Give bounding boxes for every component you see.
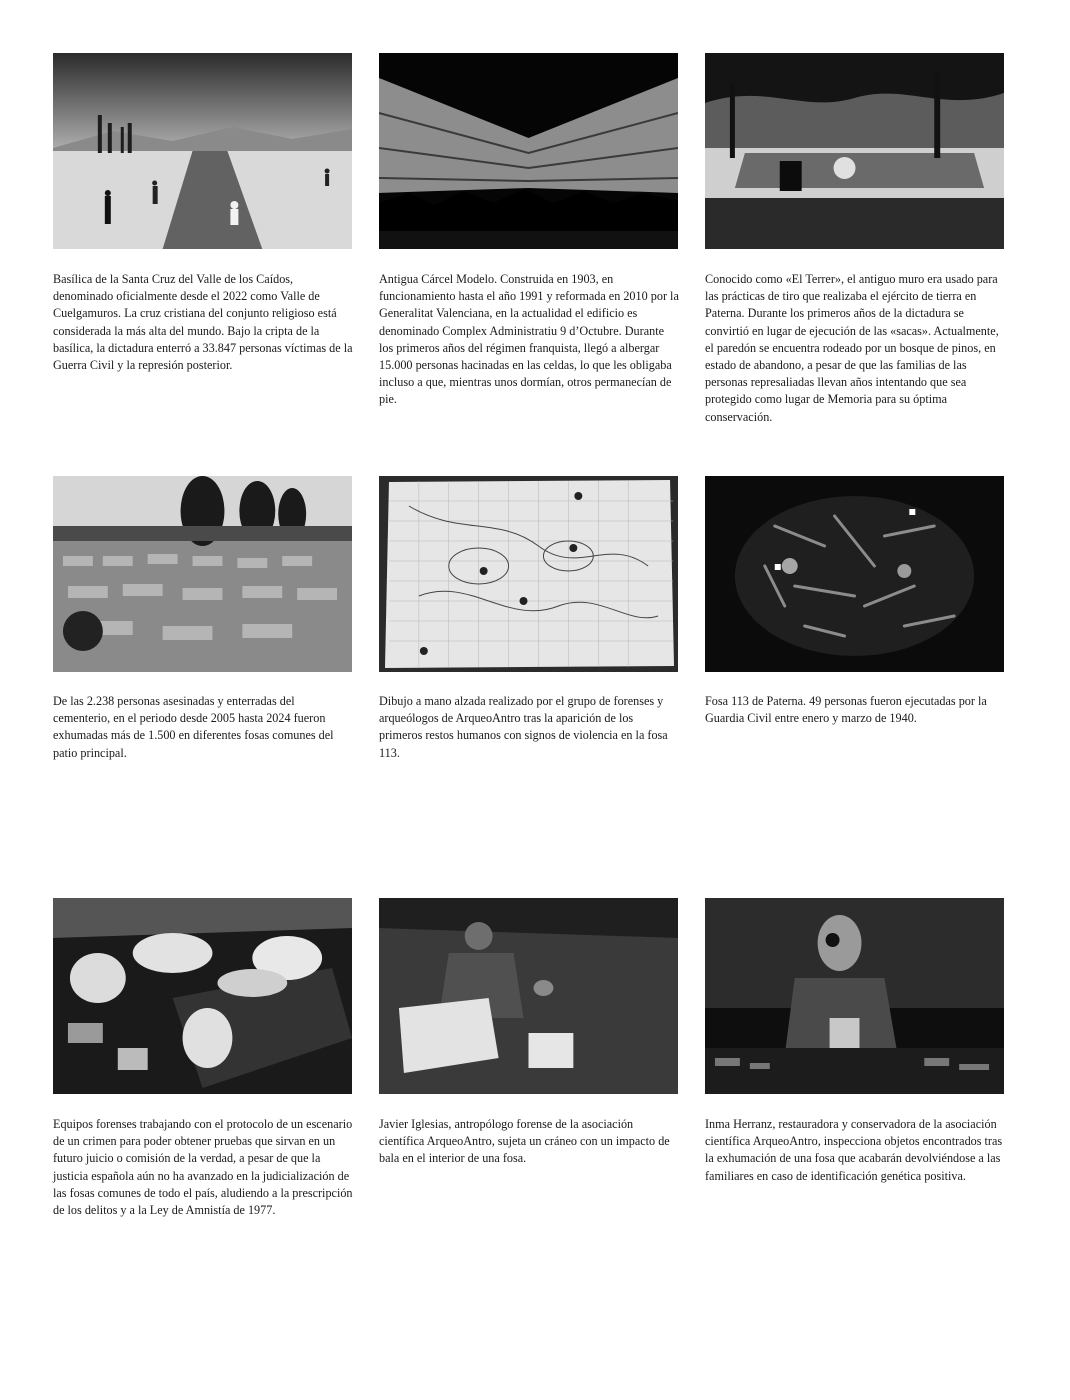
- photo-dibujo-mano-alzada: [379, 476, 678, 672]
- caption-inma-herranz: Inma Herranz, restauradora y conservadora de la asociación científica ArqueoAntro, inspecciona objetos encontrados tras la exhumación de una fosa que acabarán devolviéndose a las familiares en caso de identificación genética positiva.: [705, 1117, 1003, 1183]
- photo-valle-de-los-caidos: [53, 53, 352, 249]
- caption-javier-iglesias: Javier Iglesias, antropólogo forense de la asociación científica ArqueoAntro, sujeta un cráneo con un impacto de bala en el interior de una fosa.: [379, 1117, 670, 1166]
- photo-el-terrer: [705, 53, 1004, 249]
- photo-inma-herranz: [705, 898, 1004, 1094]
- photo-carcel-modelo: [379, 53, 678, 249]
- caption-carcel-modelo: Antigua Cárcel Modelo. Construida en 1903, en funcionamiento hasta el año 1991 y reformada en 2010 por la Generalitat Valenciana, en la actualidad el edificio es denominado Complex Administratiu 9 d’Octubre. Durante los primeros años del régimen franquista, llegó a albergar 15.000 personas hacinadas en las celdas, lo que les obligaba incluso a que, mientras unos dormían, otros permanecían de pie.: [379, 272, 679, 407]
- photo-fosa-113: [705, 476, 1004, 672]
- photo-cementerio: [53, 476, 352, 672]
- caption-fosa-113: Fosa 113 de Paterna. 49 personas fueron ejecutadas por la Guardia Civil entre enero y marzo de 1940.: [705, 694, 987, 726]
- caption-cementerio: De las 2.238 personas asesinadas y enterradas del cementerio, en el periodo desde 2005 hasta 2024 fueron exhumadas más de 1.500 en diferentes fosas comunes del patio principal.: [53, 694, 334, 760]
- photo-equipos-forenses: [53, 898, 352, 1094]
- photo-javier-iglesias: [379, 898, 678, 1094]
- caption-equipos-forenses: Equipos forenses trabajando con el protocolo de un escenario de un crimen para poder obtener pruebas que sirvan en un futuro juicio o comisión de la verdad, a pesar de que la justicia española aún no ha avanzado en la judicialización de las fosas comunes de todo el país, aludiendo a la prescripción de los delitos y a la Ley de Amnistía de 1977.: [53, 1117, 353, 1218]
- caption-dibujo-mano-alzada: Dibujo a mano alzada realizado por el grupo de forenses y arqueólogos de ArqueoAntro tras la aparición de los primeros restos humanos con signos de violencia en la fosa 113.: [379, 694, 668, 760]
- caption-valle-de-los-caidos: Basílica de la Santa Cruz del Valle de los Caídos, denominado oficialmente desde el 2022 como Valle de Cuelgamuros. La cruz cristiana del conjunto religioso está considerada la más alta del mundo. Bajo la cripta de la basílica, la dictadura enterró a 33.847 personas víctimas de la Guerra Civil y la represión posterior.: [53, 272, 353, 373]
- caption-el-terrer: Conocido como «El Terrer», el antiguo muro era usado para las prácticas de tiro que realizaba el ejército de tierra en Paterna. Durante los primeros años de la dictadura se convirtió en lugar de ejecución de las «sacas». Actualmente, el paredón se encuentra rodeado por un bosque de pinos, en estado de abandono, a pesar de que las familias de las personas represaliadas llevan años intentando que sea protegido como lugar de Memoria para su óptima conservación.: [705, 272, 999, 424]
